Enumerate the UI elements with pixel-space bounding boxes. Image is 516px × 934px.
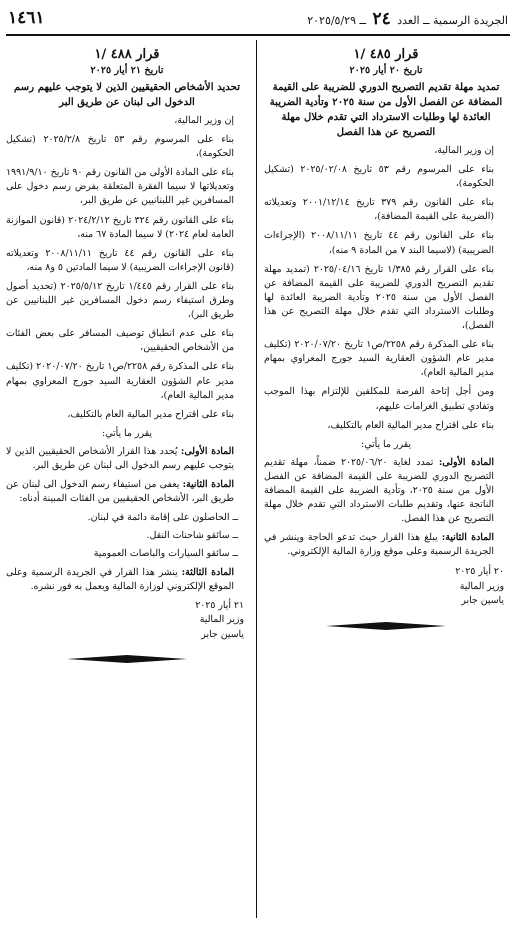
- decides-line: يقرر ما يأتي:: [102, 427, 152, 439]
- article-2: [264, 531, 508, 559]
- signature-date: ٢١ أيار ٢٠٢٥: [195, 599, 244, 611]
- list-item: ــ سائقو شاحنات النقل.: [146, 530, 238, 542]
- authority-line: إن وزير المالية،: [174, 115, 234, 126]
- recital: بناء على المذكرة رقم ٢٢٥٨/ص١ تاريخ ٢٠٢٠/٠٧/٢٠ (تكليف مدير عام الشؤون العقارية السيد جورج المعراوي بمهام مدير المالية العام)،: [6, 361, 235, 401]
- recital: بناء على القانون رقم ٣٧٩ تاريخ ٢٠٠١/١٢/١٤ وتعديلاته (الضريبة على القيمة المضافة)،: [264, 197, 494, 223]
- article-text: يعفى من استيفاء رسم الدخول الى لبنان عن طريق البر، الأشخاص الحقيقيين من الفئات المبينة أدناه:: [6, 479, 234, 505]
- article-label: المادة الأولى:: [438, 456, 494, 468]
- article-label: المادة الثانية:: [441, 532, 495, 544]
- issue-number: ٢٤: [372, 9, 391, 29]
- article-3: [6, 566, 248, 594]
- recital: بناء على القرار رقم ١/٤٤٥ تاريخ ٢٠٢٥/٥/١٢ (تحديد أصول وطرق استيفاء رسم دخول المسافرين غير اللبنانيين عن طريق البر)،: [6, 280, 234, 321]
- decision-488-column: [6, 42, 248, 666]
- recital: بناء على القرار رقم ١/٣٨٥ تاريخ ٢٠٢٥/٠٤/١٦ (تمديد مهلة تقديم التصريح الدوري للضريبة على القيمة المضافة عن الفصل الأول من سنة ٢٠٢٥ وتأدية الضريبة العائدة لها وطلبات الاسترداد التي تقدم خلال مهلة التصريح عن هذا الفصل)،: [264, 263, 494, 332]
- section-end-ornament: [326, 619, 446, 633]
- recital: بناء على القانون رقم ٤٤ تاريخ ٢٠٠٨/١١/١١ (الإجراءات الضريبية) (لاسيما البند ٧ من المادة ٩ منه)،: [264, 230, 494, 256]
- decides-line: يقرر ما يأتي:: [361, 438, 411, 450]
- article-2: [6, 478, 248, 506]
- column-divider: [256, 40, 257, 918]
- list-item: ــ الحاصلون على إقامة دائمة في لبنان.: [87, 512, 238, 524]
- article-text: يبلغ هذا القرار حيث تدعو الحاجة وينشر في الجريدة الرسمية وعلى موقع وزارة المالية الإلكتروني.: [264, 532, 494, 558]
- signature-block: [264, 565, 508, 609]
- recital: ومن أجل إتاحة الفرصة للمكلفين للإلتزام بهذا الموجب وتفادي تطبيق الغرامات عليهم،: [264, 386, 494, 412]
- decision-subject: تحديد الأشخاص الحقيقيين الذين لا يتوجب عليهم رسم الدخول الى لبنان عن طريق البر: [13, 81, 241, 108]
- signature-name: ياسين جابر: [461, 595, 504, 607]
- page-number: ١٤٦١: [8, 8, 45, 28]
- decision-number: قرار ٤٨٥ /١: [353, 47, 419, 62]
- decision-date: تاريخ ٢١ أيار ٢٠٢٥: [90, 65, 164, 76]
- recital: بناء على المرسوم رقم ٥٣ تاريخ ٢٠٢٥/٢/٨ (تشكيل الحكومة)،: [6, 134, 234, 160]
- article-text: ينشر هذا القرار في الجريدة الرسمية وعلى الموقع الإلكتروني لوزارة المالية ويعمل به فور نشره.: [6, 566, 234, 592]
- signature-title: وزير المالية: [459, 580, 504, 592]
- decision-485-column: [264, 42, 508, 633]
- recital: بناء على المذكرة رقم ٢٢٥٨/ص١ تاريخ ٢٠٢٠/٠٧/٢٠ (تكليف مدير عام الشؤون العقارية السيد جورج المعراوي بمهام مدير المالية العام)،: [264, 339, 494, 379]
- section-end-ornament: [67, 652, 187, 666]
- recital: بناء على القانون رقم ٤٤ تاريخ ٢٠٠٨/١١/١١ وتعديلاته (قانون الإجراءات الضريبية) لا سيما المادتين ٥ و٨ منه،: [6, 247, 234, 273]
- article-1: [264, 456, 508, 526]
- signature-title: وزير المالية: [199, 614, 244, 626]
- authority-line: إن وزير المالية،: [434, 145, 494, 156]
- list-item: ــ سائقو السيارات والباصات العمومية: [93, 548, 238, 560]
- recital: بناء على القانون رقم ٣٢٤ تاريخ ٢٠٢٤/٢/١٢ (قانون الموازنة العامة لعام ٢٠٢٤) لا سيما المادة ٦٧ منه،: [6, 214, 234, 240]
- page-header: [6, 6, 510, 32]
- recital: بناء على المرسوم رقم ٥٣ تاريخ ٢٠٢٥/٠٢/٠٨ (تشكيل الحكومة)،: [264, 164, 494, 190]
- decision-date: تاريخ ٢٠ أيار ٢٠٢٥: [349, 65, 423, 76]
- decision-number: قرار ٤٨٨ /١: [94, 47, 160, 62]
- running-head-prefix: الجريدة الرسمية ــ العدد: [397, 14, 508, 27]
- signature-block: [6, 599, 248, 643]
- article-label: المادة الأولى:: [180, 445, 235, 457]
- article-label: المادة الثانية:: [182, 479, 234, 491]
- article-text: تمدد لغاية ٢٠٢٥/٠٦/٢٠ ضمناً، مهلة تقديم التصريح الدوري للضريبة على القيمة المضافة عن الفصل الأول من سنة ٢٠٢٥، وتأدية الضريبة على القيمة المضافة الناتجة عنها، وتقديم طلبات الاسترداد التي تقدم خلال مهلة التصريح عن هذا الفصل.: [264, 456, 494, 525]
- recital: بناء على المادة الأولى من القانون رقم ٩٠ تاريخ ١٩٩١/٩/١٠ وتعديلاتها لا سيما الفقرة المتعلقة بفرض رسم دخول على المسافرين غير اللبنانيين عن طريق البر،: [6, 167, 234, 207]
- signature-date: ٢٠ أيار ٢٠٢٥: [455, 566, 504, 578]
- recital: بناء على اقتراح مدير المالية العام بالتكليف،: [327, 419, 494, 431]
- article-text: يُحدد هذا القرار الأشخاص الحقيقيين الذين لا يتوجب عليهم رسم الدخول الى لبنان عن طريق البر.: [6, 445, 234, 471]
- running-head: [307, 9, 508, 29]
- header-divider: [6, 34, 510, 36]
- recital: بناء على اقتراح مدير المالية العام بالتكليف،: [67, 408, 234, 420]
- signature-name: ياسين جابر: [201, 628, 244, 640]
- decision-subject: تمديد مهلة تقديم التصريح الدوري للضريبة على القيمة المضافة عن الفصل الأول من سنة ٢٠٢٥ وتأدية الضريبة العائدة لها وطلبات الاسترداد التي تقدم خلال مهلة التصريح عن هذا الفصل: [269, 81, 503, 138]
- article-label: المادة الثالثة:: [181, 566, 234, 578]
- running-head-date: ــ ٢٠٢٥/٥/٢٩: [307, 14, 366, 27]
- recital: بناء على عدم انطباق توصيف المسافر على بعض الفئات من الأشخاص الحقيقيين،: [6, 328, 234, 354]
- article-1: [6, 445, 248, 473]
